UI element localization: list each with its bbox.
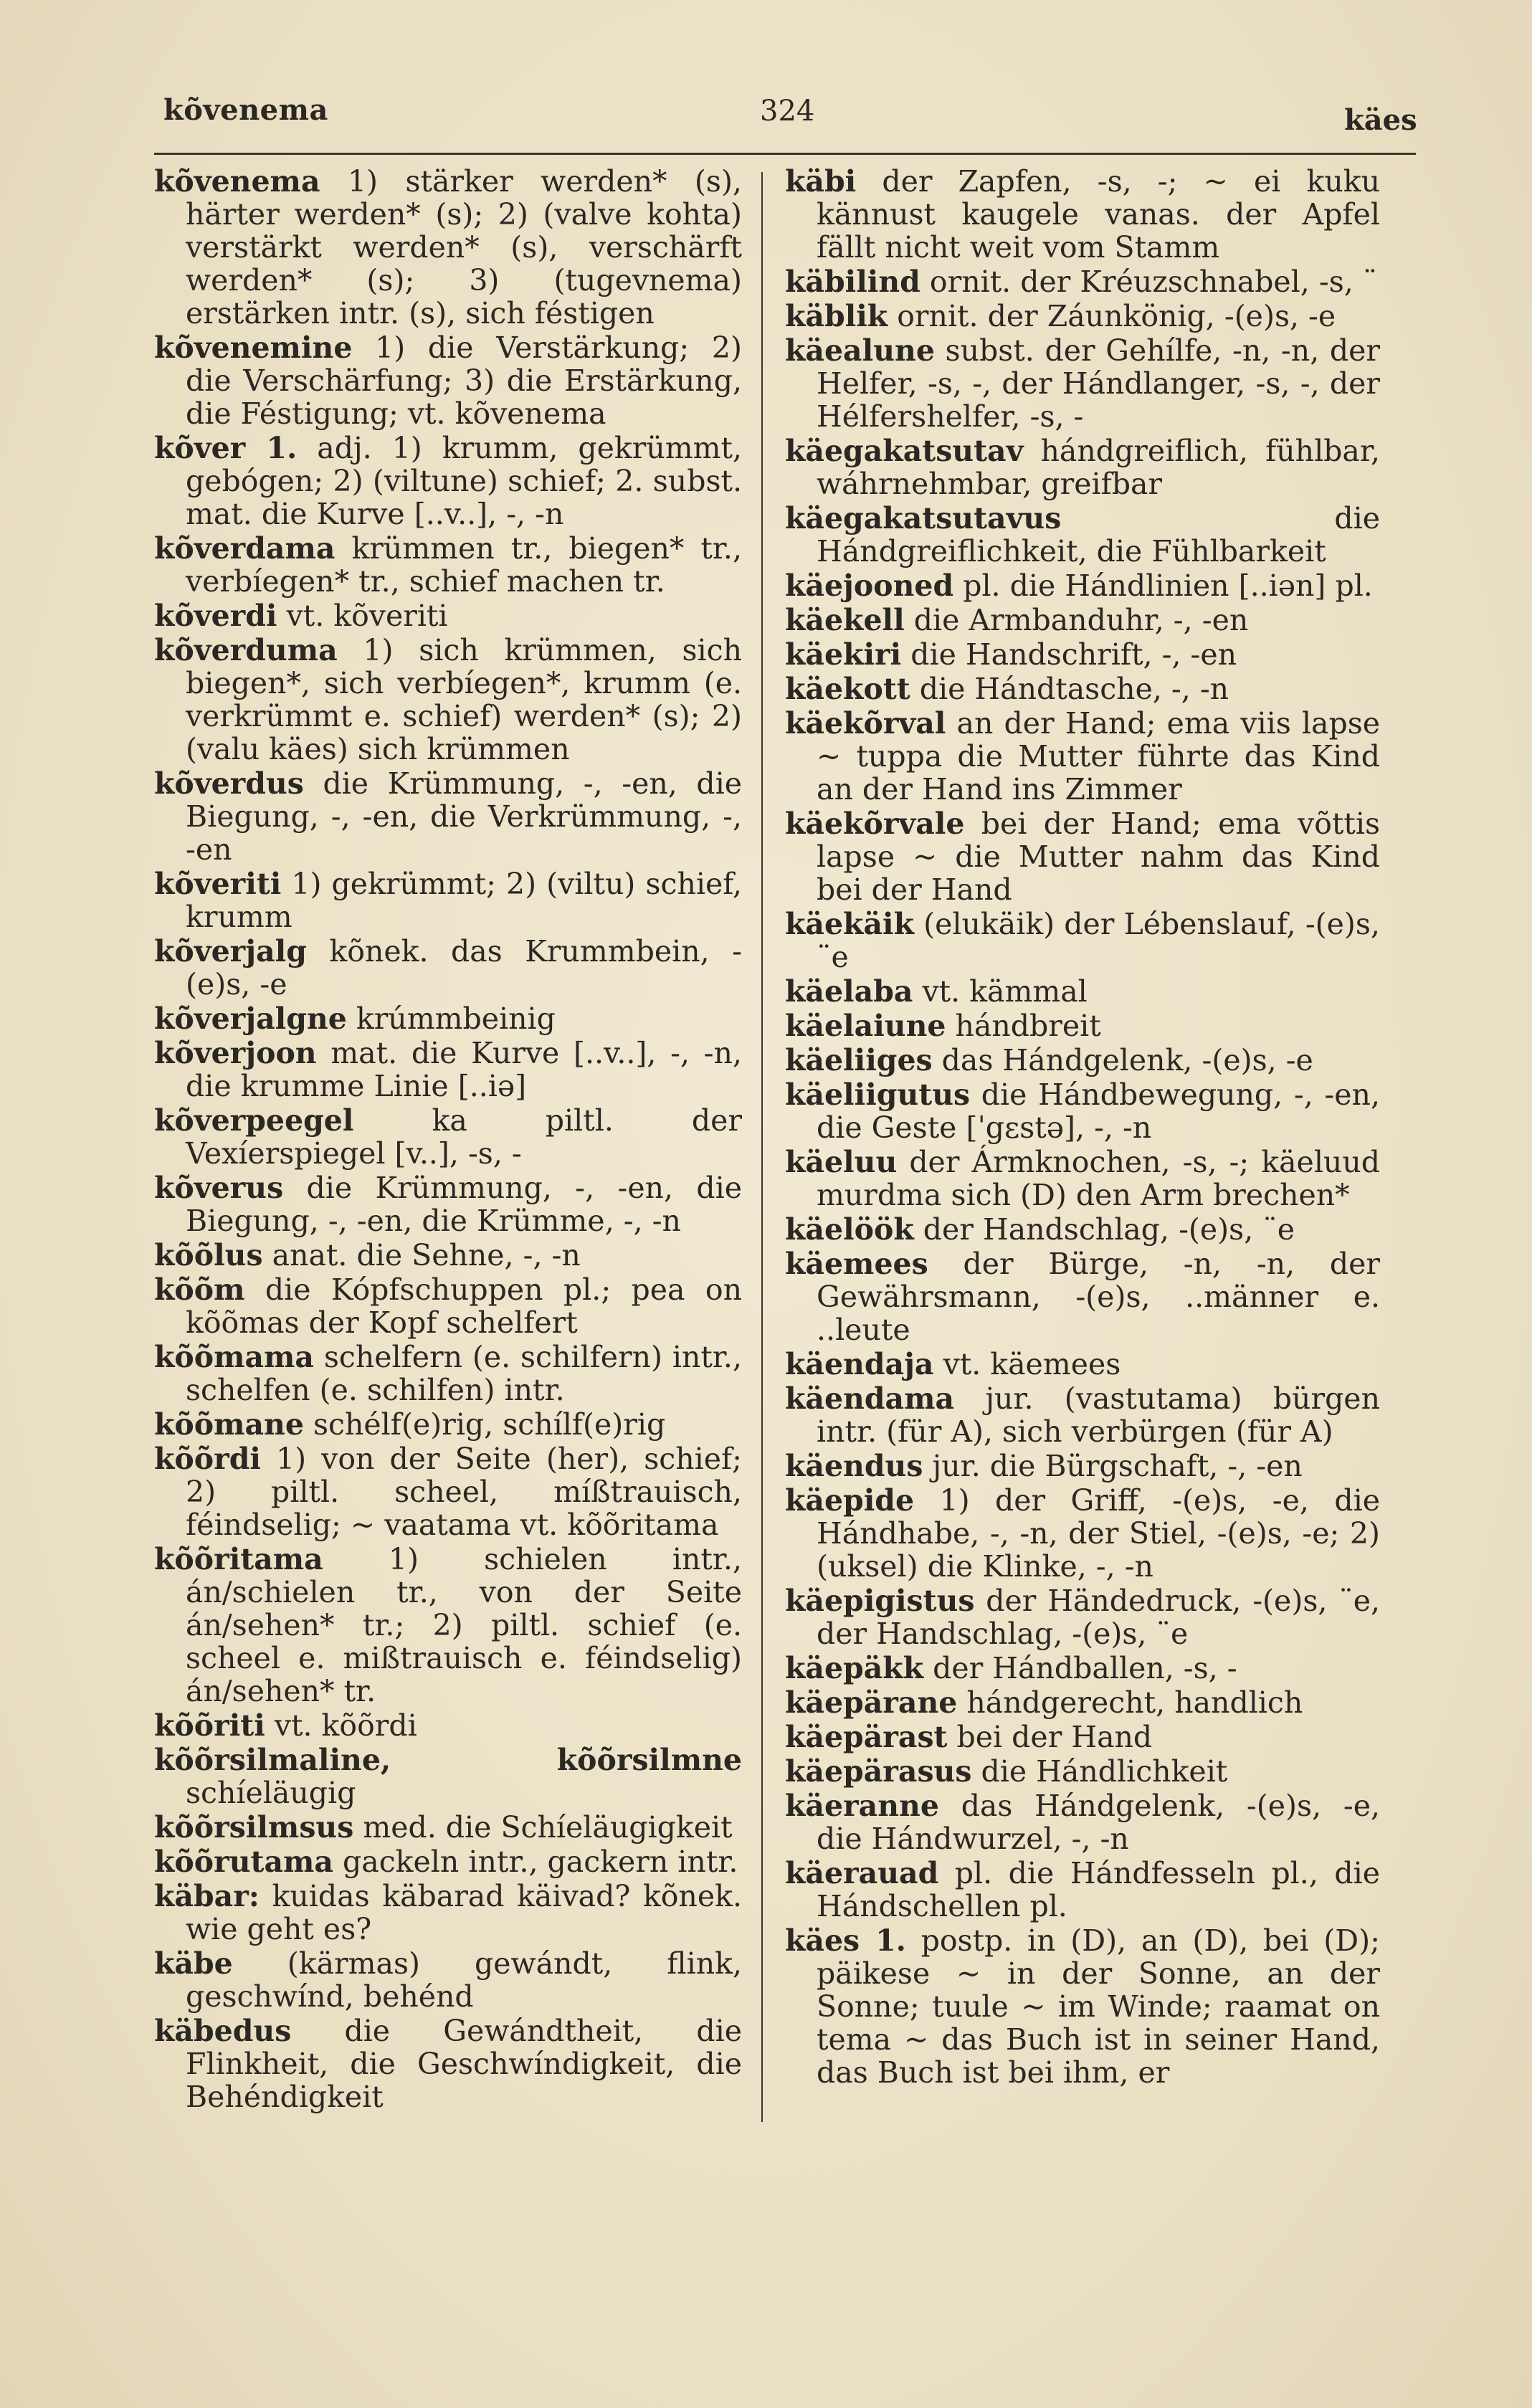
dictionary-entry — [154, 1341, 742, 1407]
dictionary-entry — [785, 165, 1380, 264]
headword: kõverduma — [154, 633, 338, 667]
headword: kõõmama — [154, 1340, 314, 1374]
definition: bei der Hand; ema võttis lapse ~ die Mutter nahm das Kind bei der Hand — [817, 806, 1380, 907]
dictionary-entry — [785, 502, 1380, 568]
definition: kuidas käbarad käivad? kõnek. wie geht es? — [186, 1879, 742, 1946]
definition: gackeln intr., gackern intr. — [343, 1845, 738, 1879]
definition: krümmen tr., biegen* tr., verbíegen* tr., schief machen tr. — [186, 531, 742, 599]
headword: kõõlus — [154, 1238, 263, 1272]
dictionary-entry — [785, 1755, 1380, 1788]
dictionary-entry — [785, 1348, 1380, 1381]
right-column — [785, 165, 1380, 2090]
definition: jur. die Bürgschaft, -, -en — [932, 1449, 1303, 1483]
dictionary-entry — [154, 1743, 742, 1809]
headword: käepäkk — [785, 1651, 924, 1685]
dictionary-entry — [154, 1709, 742, 1742]
definition: hándgerecht, handlich — [966, 1685, 1303, 1720]
headword: käejooned — [785, 568, 954, 603]
headword: kõverjalgne — [154, 1001, 347, 1036]
headword: käepärast — [785, 1720, 948, 1754]
dictionary-entry — [785, 672, 1380, 705]
definition: der Bürge, -n, -n, der Gewährsmann, -(e)s, ..männer e. ..leute — [817, 1247, 1380, 1347]
dictionary-entry — [785, 1721, 1380, 1753]
dictionary-entry — [785, 1009, 1380, 1042]
dictionary-entry — [785, 1484, 1380, 1583]
dictionary-entry — [154, 1273, 742, 1339]
definition: vt. kämmal — [922, 974, 1088, 1009]
dictionary-entry — [785, 1652, 1380, 1685]
dictionary-entry — [154, 1037, 742, 1103]
definition: der Handschlag, -(e)s, ¨e — [923, 1212, 1295, 1247]
definition: adj. 1) krumm, gekrümmt, gebógen; 2) (viltune) schief; 2. subst. mat. die Kurve [..v..], -, -n — [186, 431, 742, 531]
definition: postp. in (D), an (D), bei (D); päikese ~ in der Sonne, an der Sonne; tuule ~ im Winde; raamat on tema ~ das Buch ist in seiner Hand, das Buch ist bei ihm, er — [817, 1923, 1380, 2090]
dictionary-entry — [785, 1213, 1380, 1246]
headword: kõverpeegel — [154, 1103, 354, 1138]
definition: die Hándlichkeit — [981, 1754, 1228, 1789]
left-guide-word: kõvenema — [163, 93, 328, 127]
headword: käbar: — [154, 1879, 260, 1913]
dictionary-entry — [154, 331, 742, 430]
headword: käepigistus — [785, 1584, 975, 1618]
dictionary-entry — [154, 2014, 742, 2113]
headword: käepide — [785, 1483, 915, 1518]
headword: käerauad — [785, 1856, 939, 1890]
headword: käekõrval — [785, 706, 946, 741]
dictionary-entry — [154, 1811, 742, 1844]
headword: kõõmane — [154, 1407, 304, 1442]
dictionary-entry — [785, 1044, 1380, 1077]
headword: käeranne — [785, 1789, 939, 1823]
dictionary-entry — [785, 1789, 1380, 1855]
headword: käbedus — [154, 2014, 292, 2048]
dictionary-entry — [154, 1002, 742, 1035]
definition: hándbreit — [955, 1009, 1101, 1043]
dictionary-entry — [154, 432, 742, 530]
headword: käelaiune — [785, 1009, 946, 1043]
headword: kõõritama — [154, 1542, 323, 1576]
dictionary-entry — [785, 1584, 1380, 1650]
headword: käekell — [785, 603, 905, 637]
headword: kõõrutama — [154, 1845, 333, 1879]
headword: kõvenemine — [154, 330, 353, 365]
dictionary-entry — [154, 532, 742, 598]
dictionary-entry — [154, 935, 742, 1001]
definition: (elukäik) der Lébenslauf, -(e)s, ¨e — [817, 907, 1380, 974]
dictionary-entry — [785, 1382, 1380, 1448]
definition: anat. die Sehne, -, -n — [272, 1238, 581, 1272]
definition: 1) gekrümmt; 2) (viltu) schief, krumm — [186, 867, 742, 934]
definition: schélf(e)rig, schílf(e)rig — [313, 1407, 666, 1442]
headword: käbi — [785, 164, 857, 199]
headword: kõveriti — [154, 867, 282, 901]
headword: käekiri — [785, 637, 902, 672]
headword: kõverdama — [154, 531, 336, 566]
dictionary-entry — [785, 1247, 1380, 1346]
dictionary-entry — [785, 569, 1380, 602]
dictionary-entry — [785, 638, 1380, 671]
headword: käbilind — [785, 265, 920, 299]
dictionary-entry — [154, 165, 742, 330]
dictionary-entry — [785, 300, 1380, 333]
definition: 1) von der Seite (her), schief; 2) piltl. scheel, míßtrauisch, féindselig; ~ vaatama vt. kõõritama — [186, 1442, 742, 1542]
definition: die Krümmung, -, -en, die Biegung, -, -en, die Verkrümmung, -, -en — [186, 766, 742, 867]
definition: die Handschrift, -, -en — [910, 637, 1237, 672]
headword: käeliigutus — [785, 1077, 971, 1112]
definition: an der Hand; ema viis lapse ~ tuppa die Mutter führte das Kind an der Hand ins Zimmer — [817, 706, 1380, 806]
dictionary-entry — [785, 334, 1380, 433]
headword: kõõm — [154, 1272, 245, 1307]
headword: kõver 1. — [154, 431, 298, 465]
definition: der Zapfen, -s, -; ~ ei kuku kännust kaugele vanas. der Apfel fällt nicht weit vom Stamm — [817, 164, 1380, 265]
definition: kõnek. das Krummbein, -(e)s, -e — [186, 934, 742, 1001]
dictionary-entry — [785, 1450, 1380, 1483]
definition: 1) die Verstärkung; 2) die Verschärfung; 3) die Erstärkung, die Féstigung; vt. kõvenema — [186, 330, 742, 431]
definition: 1) der Griff, -(e)s, -e, die Hándhabe, -, -n, der Stiel, -(e)s, -e; 2) (uksel) die Klinke, -, -n — [817, 1483, 1380, 1584]
definition: vt. kõõrdi — [274, 1708, 417, 1743]
running-head — [0, 85, 1532, 142]
left-column — [154, 165, 742, 2115]
dictionary-entry — [154, 1239, 742, 1272]
dictionary-entry — [785, 1924, 1380, 2089]
definition: das Hándgelenk, -(e)s, -e — [941, 1043, 1313, 1077]
definition: bei der Hand — [956, 1720, 1153, 1754]
definition: ornit. der Záunkönig, -(e)s, -e — [897, 299, 1336, 333]
headword: käeliiges — [785, 1043, 933, 1077]
headword: käblik — [785, 299, 888, 333]
headword: kõverjalg — [154, 934, 307, 969]
definition: 1) schielen intr., án/schielen tr., von der Seite án/sehen* tr.; 2) piltl. schief (e. scheel e. mißtrauisch e. féindselig) án/sehen* tr. — [186, 1542, 742, 1708]
definition: der Ármknochen, -s, -; käeluud murdma sich (D) den Arm brechen* — [817, 1145, 1380, 1212]
headword: käemees — [785, 1247, 928, 1281]
headword: kõverus — [154, 1171, 284, 1205]
dictionary-entry — [785, 1078, 1380, 1144]
headword: kõvenema — [154, 164, 320, 199]
definition: pl. die Hándlinien [..iən] pl. — [963, 568, 1373, 603]
dictionary-entry — [785, 908, 1380, 974]
headword: kõõrdi — [154, 1442, 261, 1476]
definition: pl. die Hándfesseln pl., die Hándschellen pl. — [817, 1856, 1380, 1923]
dictionary-entry — [154, 634, 742, 766]
headword: käekõrvale — [785, 806, 965, 841]
definition: ka piltl. der Vexíerspiegel [v..], -s, - — [186, 1103, 742, 1171]
headword: käepärasus — [785, 1754, 972, 1789]
definition: ornit. der Kréuzschnabel, -s, ¨ — [929, 265, 1378, 299]
headword: käekäik — [785, 907, 915, 941]
dictionary-entry — [154, 1947, 742, 2013]
definition: hándgreiflich, fühlbar, wáhrnehmbar, greifbar — [817, 434, 1380, 501]
headword: kõverdi — [154, 599, 277, 633]
headword: käegakatsutav — [785, 434, 1024, 468]
definition: jur. (vastutama) bürgen intr. (für A), sich verbürgen (für A) — [817, 1381, 1380, 1449]
definition: subst. der Gehílfe, -n, -n, der Helfer, -s, -, der Hándlanger, -s, -, der Hélfershelfer, -s, - — [817, 333, 1380, 434]
dictionary-entry — [785, 707, 1380, 806]
definition: die Kópfschuppen pl.; pea on kõõmas der Kopf schelfert — [186, 1272, 742, 1340]
dictionary-entry — [154, 1880, 742, 1946]
headword: käendus — [785, 1449, 923, 1483]
dictionary-entry — [785, 604, 1380, 637]
definition: vt. kõveriti — [286, 599, 448, 633]
definition: der Hándballen, -s, - — [933, 1651, 1237, 1685]
definition: die Krümmung, -, -en, die Biegung, -, -en, die Krümme, -, -n — [186, 1171, 742, 1238]
headword: käekott — [785, 672, 910, 706]
column-divider — [761, 172, 763, 2122]
definition: die Armbanduhr, -, -en — [913, 603, 1249, 637]
dictionary-entry — [785, 807, 1380, 906]
dictionary-entry — [785, 434, 1380, 500]
definition: die Gewándtheit, die Flinkheit, die Geschwíndigkeit, die Behéndigkeit — [186, 2014, 742, 2114]
dictionary-entry — [154, 1442, 742, 1541]
definition: vt. käemees — [943, 1347, 1121, 1381]
definition: schíeläugig — [186, 1776, 356, 1810]
headword: käeluu — [785, 1145, 898, 1179]
definition: schelfern (e. schilfern) intr., schelfen (e. schilfen) intr. — [186, 1340, 742, 1407]
dictionary-entry — [154, 1845, 742, 1878]
dictionary-entry — [154, 767, 742, 866]
dictionary-entry — [785, 975, 1380, 1008]
headword: käelöök — [785, 1212, 914, 1247]
headword: kõõrsilmaline, kõõrsilmne — [154, 1743, 742, 1777]
headword: käendaja — [785, 1347, 934, 1381]
dictionary-entry — [154, 599, 742, 632]
definition: med. die Schíeläugigkeit — [363, 1810, 733, 1845]
dictionary-entry — [154, 867, 742, 933]
definition: 1) stärker werden* (s), härter werden* (s); 2) (valve kohta) verstärkt werden* (s), verschärft werden* (s); 3) (tugevnema) erstärken intr. (s), sich féstigen — [186, 164, 742, 330]
definition: die Hándtasche, -, -n — [919, 672, 1229, 706]
definition: 1) sich krümmen, sich biegen*, sich verbíegen*, krumm (e. verkrümmt e. schief) werden* (s); 2) (valu käes) sich krümmen — [186, 633, 742, 766]
headword: kõõriti — [154, 1708, 265, 1743]
definition: mat. die Kurve [..v..], -, -n, die krumme Linie [..iə] — [186, 1036, 742, 1103]
definition: das Hándgelenk, -(e)s, -e, die Hándwurzel, -, -n — [817, 1789, 1380, 1856]
headword: käes 1. — [785, 1923, 906, 1958]
definition: (kärmas) gewándt, flink, geschwínd, behénd — [186, 1946, 742, 2014]
header-rule — [154, 153, 1416, 155]
dictionary-entry — [785, 265, 1380, 298]
definition: die Hándgreiflichkeit, die Fühlbarkeit — [817, 501, 1380, 568]
dictionary-entry — [154, 1104, 742, 1170]
dictionary-entry — [785, 1857, 1380, 1923]
dictionary-entry — [785, 1146, 1380, 1212]
right-guide-word: käes — [1344, 103, 1417, 137]
dictionary-entry — [154, 1171, 742, 1237]
headword: kõverdus — [154, 766, 304, 801]
dictionary-entry — [785, 1686, 1380, 1719]
headword: käegakatsutavus — [785, 501, 1062, 536]
headword: kõõrsilmsus — [154, 1810, 354, 1845]
headword: käealune — [785, 333, 935, 368]
definition: der Händedruck, -(e)s, ¨e, der Handschlag, -(e)s, ¨e — [817, 1584, 1380, 1651]
headword: kõverjoon — [154, 1036, 317, 1070]
definition: die Hándbewegung, -, -en, die Geste [ˈgɛstə], -, -n — [817, 1077, 1380, 1145]
dictionary-entry — [154, 1543, 742, 1708]
headword: käbe — [154, 1946, 233, 1981]
headword: käepärane — [785, 1685, 958, 1720]
dictionary-entry — [154, 1408, 742, 1441]
page-number: 324 — [760, 95, 815, 128]
headword: käelaba — [785, 974, 913, 1009]
headword: käendama — [785, 1381, 955, 1416]
definition: krúmmbeinig — [356, 1001, 556, 1036]
